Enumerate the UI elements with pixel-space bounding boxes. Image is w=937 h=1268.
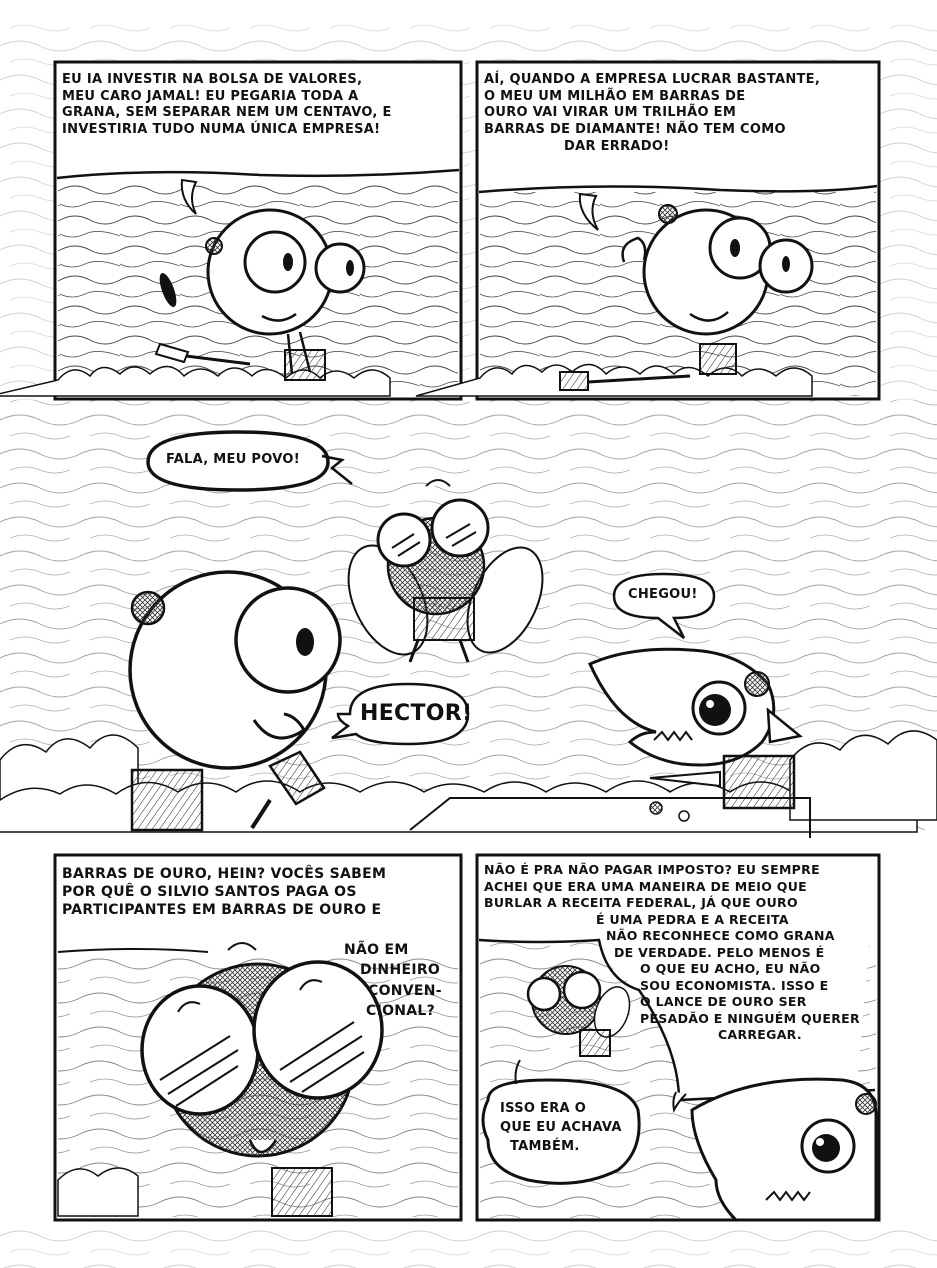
panel-5-line: O LANCE DE OURO SER — [640, 994, 807, 1009]
panel-1-line: MEU CARO JAMAL! EU PEGARIA TODA A — [62, 88, 359, 104]
fly-greeting-text: FALA, MEU POVO! — [166, 452, 300, 467]
panel-5-line: NÃO É PRA NÃO PAGAR IMPOSTO? EU SEMPRE — [484, 862, 820, 877]
panel-4-line: DINHEIRO — [360, 962, 441, 979]
panel-5-reply — [500, 1100, 640, 1157]
panel-2-line: BARRAS DE DIAMANTE! NÃO TEM COMO — [484, 121, 786, 137]
panel-1-line: INVESTIRIA TUDO NUMA ÚNICA EMPRESA! — [62, 121, 381, 137]
panel-4-line: CONVEN- — [368, 982, 442, 999]
panel-5-line: É UMA PEDRA E A RECEITA — [596, 911, 789, 927]
panel-5-line: ACHEI QUE ERA UMA MANEIRA DE MEIO QUE — [484, 878, 808, 894]
panel-4-line: PARTICIPANTES EM BARRAS DE OURO E — [62, 901, 382, 918]
panel-2-line: OURO VAI VIRAR UM TRILHÃO EM — [484, 105, 737, 121]
kid-hector-text: HECTOR! — [360, 701, 473, 726]
reply-line: QUE EU ACHAVA — [500, 1119, 622, 1135]
panel-4-line: POR QUÊ O SILVIO SANTOS PAGA OS — [62, 883, 357, 900]
bottom-texture — [0, 1225, 937, 1268]
shark-chegou-text: CHEGOU! — [628, 587, 698, 602]
panel-5-line: NÃO RECONHECE COMO GRANA — [606, 928, 835, 943]
panel-4-caption-tail — [344, 940, 459, 1021]
panel-2-line: O MEU UM MILHÃO EM BARRAS DE — [484, 88, 746, 104]
panel-5-line: DE VERDADE. PELO MENOS É — [614, 944, 825, 960]
panel-5-line: O QUE EU ACHO, EU NÃO — [640, 961, 821, 976]
shark-character-closeup — [692, 1079, 876, 1220]
panel-4-line: CIONAL? — [366, 1002, 436, 1019]
reply-line: ISSO ERA O — [500, 1101, 587, 1116]
panel-2-line: DAR ERRADO! — [564, 138, 670, 154]
panel-2-caption — [484, 72, 874, 155]
panel-4-caption — [62, 866, 457, 920]
panel-5-caption — [484, 862, 874, 1044]
panel-4-line: NÃO EM — [344, 942, 409, 958]
panel-5-line: PESADÃO E NINGUÉM QUERER — [640, 1010, 860, 1026]
panel-4-line: BARRAS DE OURO, HEIN? VOCÊS SABEM — [62, 866, 387, 882]
panel-5-line: CARREGAR. — [718, 1027, 802, 1042]
panel-1-caption — [62, 72, 457, 139]
panel-5-line: BURLAR A RECEITA FEDERAL, JÁ QUE OURO — [484, 895, 798, 910]
reply-line: TAMBÉM. — [510, 1138, 580, 1154]
panel-2-line: AÍ, QUANDO A EMPRESA LUCRAR BASTANTE, — [484, 72, 821, 87]
panel-1-line: GRANA, SEM SEPARAR NEM UM CENTAVO, E — [62, 105, 392, 121]
panel-5-line: SOU ECONOMISTA. ISSO E — [640, 977, 829, 993]
panel-1-line: EU IA INVESTIR NA BOLSA DE VALORES, — [62, 72, 363, 87]
